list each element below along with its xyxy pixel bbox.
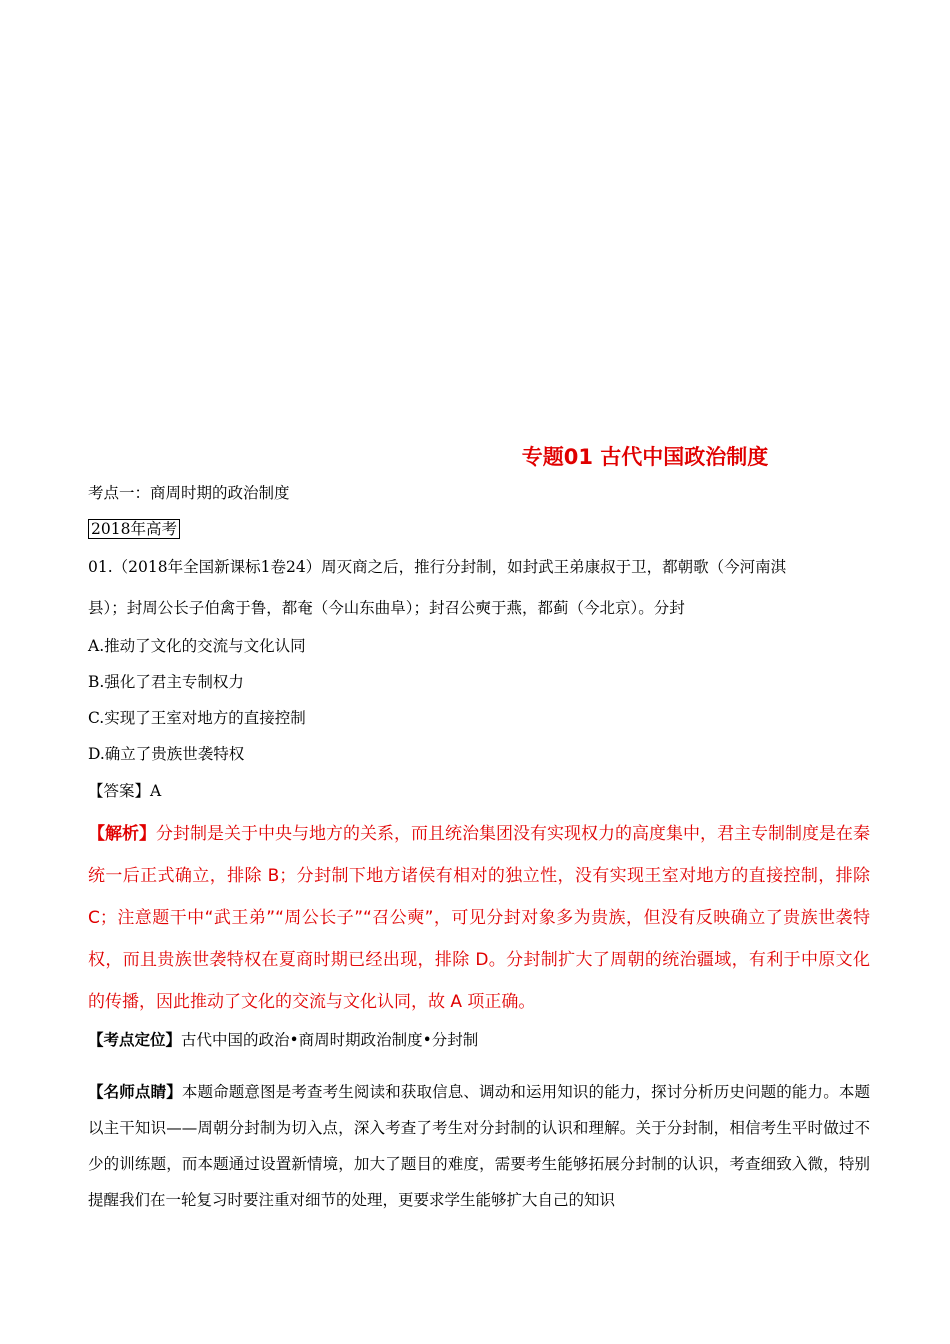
location-line	[88, 1030, 478, 1050]
question-stem-line-2: 县）；封周公长子伯禽于鲁，都奄（今山东曲阜）；封召公奭于燕，都蓟（今北京）。分封	[88, 599, 685, 617]
page-title: 专题01 古代中国政治制度	[521, 445, 769, 469]
question-stem-line-1: 01.（2018年全国新课标1卷24）周灭商之后，推行分封制，如封武王弟康叔于卫，都朝歌（今河南淇	[88, 558, 787, 576]
tip-text: 本题命题意图是考查考生阅读和获取信息、调动和运用知识的能力，探讨分析历史问题的能力。本题以主干知识——周朝分封制为切入点，深入考查了考生对分封制的认识和理解。关于分封制，相信考生平时做过不少的训练题，而本题通过设置新情境，加大了题目的难度，需要考生能够拓展分封制的认识，考查细致入微，特别提醒我们在一轮复习时要注重对细节的处理，更要求学生能够扩大自己的知识	[88, 1083, 870, 1209]
tip-tag: 【名师点睛】	[88, 1082, 182, 1101]
analysis-tag: 【解析】	[88, 824, 156, 844]
location-text: 古代中国的政治•商周时期政治制度•分封制	[181, 1031, 479, 1049]
year-label	[88, 519, 180, 539]
analysis-text: 分封制是关于中央与地方的关系，而且统治集团没有实现权力的高度集中，君主专制制度是在秦统一后正式确立，排除 B；分封制下地方诸侯有相对的独立性，没有实现王室对地方的直接控制，排除 C；注意题干中“武王弟”“周公长子”“召公奭”，可见分封对象多为贵族，但没有反映确立了贵族世袭特权，而且贵族世袭特权在夏商时期已经出现，排除 D。分封制扩大了周朝的统治疆域，有利于中原文化的传播，因此推动了文化的交流与文化认同，故 A 项正确。	[88, 824, 870, 1012]
year-label-box: 2018年高考	[88, 519, 180, 539]
location-tag: 【考点定位】	[88, 1030, 182, 1049]
option-b: B.强化了君主专制权力	[88, 673, 244, 691]
section-heading: 考点一：商周时期的政治制度	[88, 484, 290, 502]
option-a: A.推动了文化的交流与文化认同	[88, 637, 306, 655]
tip-block	[88, 1074, 870, 1218]
option-c: C.实现了王室对地方的直接控制	[88, 709, 306, 727]
analysis-block	[88, 813, 870, 1023]
answer: 【答案】A	[88, 782, 162, 800]
option-d: D.确立了贵族世袭特权	[88, 745, 245, 763]
